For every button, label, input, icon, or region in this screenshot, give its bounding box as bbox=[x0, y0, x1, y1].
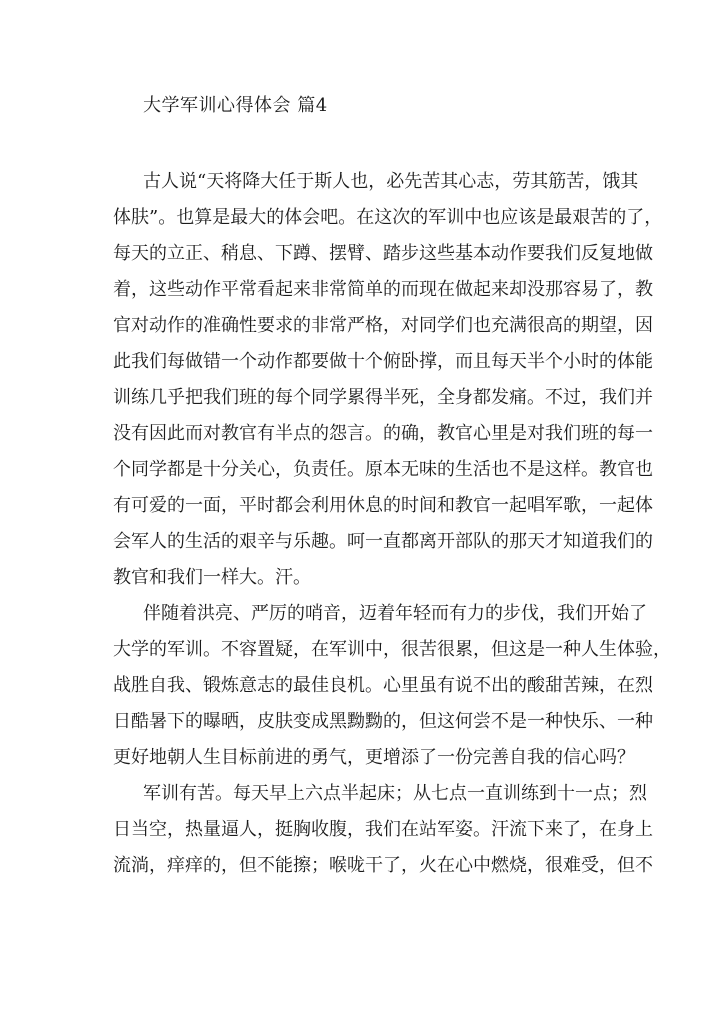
text-line: 没有因此而对教官有半点的怨言。的确，教官心里是对我们班的每一 bbox=[113, 423, 653, 444]
text-line: 流淌，痒痒的，但不能擦；喉咙干了，火在心中燃烧，很难受，但不 bbox=[113, 855, 653, 876]
text-line: 教官和我们一样大。汗。 bbox=[113, 567, 311, 588]
text-line: 会军人的生活的艰辛与乐趣。呵一直都离开部队的那天才知道我们的 bbox=[113, 531, 653, 552]
text-line: 伴随着洪亮、严厉的哨音，迈着年轻而有力的步伐，我们开始了 bbox=[143, 603, 647, 624]
text-line: 日当空，热量逼人，挺胸收腹，我们在站军姿。汗流下来了，在身上 bbox=[113, 819, 653, 840]
paragraph bbox=[113, 164, 663, 596]
text-line: 每天的立正、稍息、下蹲、摆臂、踏步这些基本动作要我们反复地做 bbox=[113, 243, 653, 264]
text-line: 古人说“天将降大任于斯人也，必先苦其心志，劳其筋苦，饿其 bbox=[143, 171, 639, 192]
text-line: 更好地朝人生目标前进的勇气，更增添了一份完善自我的信心吗？ bbox=[113, 747, 635, 768]
text-line: 官对动作的准确性要求的非常严格，对同学们也充满很高的期望，因 bbox=[113, 315, 653, 336]
text-line: 着，这些动作平常看起来非常简单的而现在做起来却没那容易了，教 bbox=[113, 279, 653, 300]
text-line: 此我们每做错一个动作都要做十个俯卧撑，而且每天半个小时的体能 bbox=[113, 351, 653, 372]
text-line: 日酷暑下的曝晒，皮肤变成黑黝黝的，但这何尝不是一种快乐、一种 bbox=[113, 711, 653, 732]
paragraph bbox=[113, 776, 653, 884]
text-line: 军训有苦。每天早上六点半起床；从七点一直训练到十一点；烈 bbox=[143, 783, 647, 804]
text-line: 战胜自我、锻炼意志的最佳良机。心里虽有说不出的酸甜苦辣，在烈 bbox=[113, 675, 653, 696]
text-line: 个同学都是十分关心，负责任。原本无味的生活也不是这样。教官也 bbox=[113, 459, 653, 480]
paragraph bbox=[113, 596, 671, 776]
document-title: 大学军训心得体会 篇4 bbox=[143, 95, 328, 116]
text-line: 大学的军训。不容置疑，在军训中，很苦很累，但这是一种人生体验， bbox=[113, 639, 671, 660]
document-body bbox=[113, 164, 671, 884]
text-line: 有可爱的一面，平时都会利用休息的时间和教官一起唱军歌，一起体 bbox=[113, 495, 653, 516]
text-line: 训练几乎把我们班的每个同学累得半死，全身都发痛。不过，我们并 bbox=[113, 387, 653, 408]
text-line: 体肤”。也算是最大的体会吧。在这次的军训中也应该是最艰苦的了， bbox=[113, 207, 663, 228]
